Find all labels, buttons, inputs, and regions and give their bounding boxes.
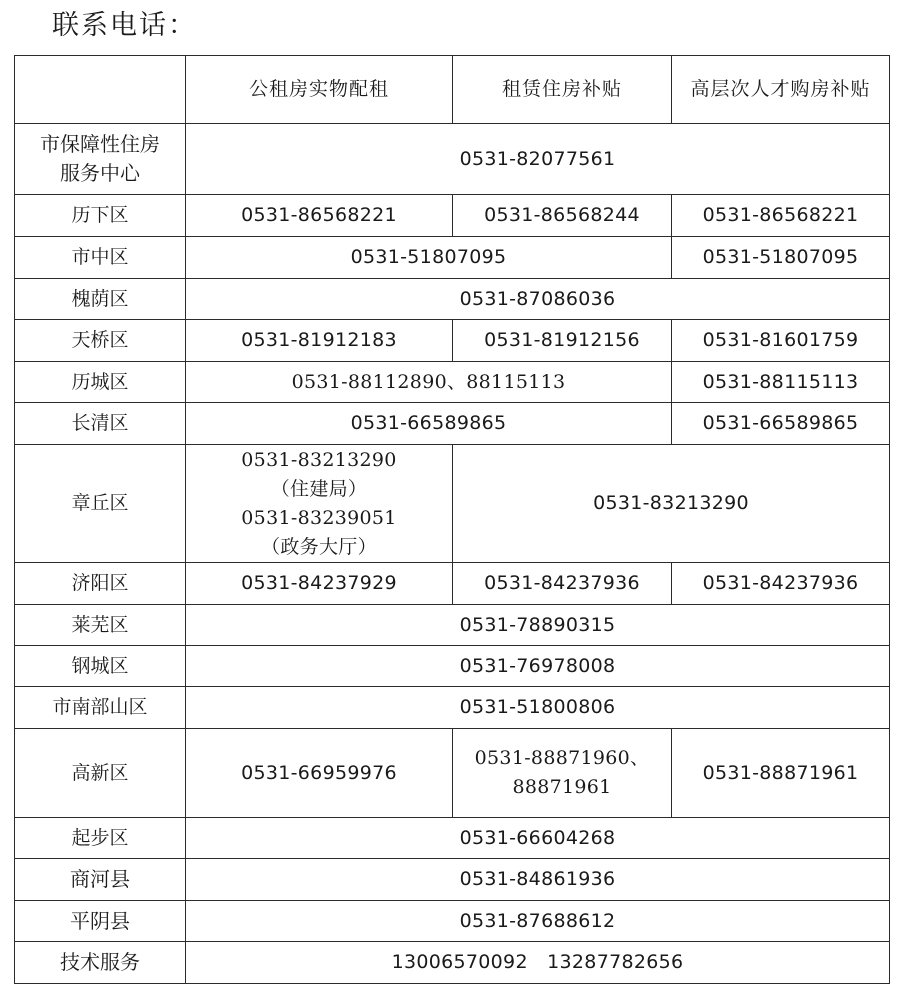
phone-note: （政务大厅）	[261, 535, 377, 558]
district-name: 市中区	[15, 237, 186, 279]
table-row	[15, 403, 890, 445]
table-row	[15, 687, 890, 729]
district-name-line: 市保障性住房	[40, 132, 160, 156]
table-row	[15, 942, 890, 984]
phone-cell: 0531-66589865	[672, 403, 890, 445]
table-row	[15, 445, 890, 563]
district-name: 天桥区	[15, 320, 186, 362]
table-row	[15, 195, 890, 237]
header-corner-cell	[15, 56, 186, 124]
district-name-line: 服务中心	[60, 161, 140, 185]
table-row	[15, 362, 890, 403]
phone-line: 0531-83213290	[241, 448, 397, 471]
phone-cell: 0531-82077561	[186, 124, 890, 195]
district-name: 历城区	[15, 362, 186, 403]
phone-cell: 0531-66959976	[186, 729, 453, 818]
phone-cell: 0531-86568221	[672, 195, 890, 237]
table-row	[15, 320, 890, 362]
district-name: 济阳区	[15, 563, 186, 605]
table-row	[15, 729, 890, 818]
phone-cell: 0531-84861936	[186, 859, 890, 901]
page-title: 联系电话：	[52, 10, 197, 41]
phone-cell: 0531-81912183	[186, 320, 453, 362]
table-header-row	[15, 56, 890, 124]
phone-cell	[186, 445, 453, 563]
phone-cell	[453, 729, 672, 818]
district-name: 槐荫区	[15, 279, 186, 320]
district-name: 平阴县	[15, 901, 186, 942]
phone-cell: 0531-87086036	[186, 279, 890, 320]
phone-cell: 0531-81912156	[453, 320, 672, 362]
phone-note: （住建局）	[270, 477, 368, 500]
district-name: 章丘区	[15, 445, 186, 563]
table-row	[15, 237, 890, 279]
phone-cell: 0531-88115113	[672, 362, 890, 403]
table-row	[15, 563, 890, 605]
table-row	[15, 818, 890, 859]
phone-cell: 0531-81601759	[672, 320, 890, 362]
district-name: 技术服务	[15, 942, 186, 984]
district-name	[15, 124, 186, 195]
header-rental-subsidy: 租赁住房补贴	[453, 56, 672, 124]
district-name: 莱芜区	[15, 605, 186, 646]
phone-cell: 0531-86568221	[186, 195, 453, 237]
phone-line: 0531-83239051	[241, 506, 397, 529]
table-row	[15, 124, 890, 195]
phone-cell: 0531-51807095	[672, 237, 890, 279]
phone-cell: 0531-87688612	[186, 901, 890, 942]
table-row	[15, 605, 890, 646]
phone-cell: 0531-86568244	[453, 195, 672, 237]
phone-line: 0531-88871960、	[474, 747, 650, 769]
phone-line: 88871961	[512, 776, 612, 798]
phone-cell: 0531-51800806	[186, 687, 890, 729]
phone-cell: 0531-88871961	[672, 729, 890, 818]
table-row	[15, 859, 890, 901]
district-name: 高新区	[15, 729, 186, 818]
phone-cell: 0531-66604268	[186, 818, 890, 859]
district-name: 历下区	[15, 195, 186, 237]
district-name: 商河县	[15, 859, 186, 901]
table-row	[15, 901, 890, 942]
table-row	[15, 646, 890, 687]
phone-cell: 0531-66589865	[186, 403, 672, 445]
phone-cell: 13006570092 13287782656	[186, 942, 890, 984]
district-name: 起步区	[15, 818, 186, 859]
phone-cell: 0531-84237929	[186, 563, 453, 605]
phone-cell: 0531-88112890、88115113	[186, 362, 672, 403]
district-name: 长清区	[15, 403, 186, 445]
phone-cell: 0531-76978008	[186, 646, 890, 687]
phone-cell: 0531-51807095	[186, 237, 672, 279]
phone-cell: 0531-84237936	[672, 563, 890, 605]
district-name: 钢城区	[15, 646, 186, 687]
phone-cell: 0531-84237936	[453, 563, 672, 605]
header-public-rental: 公租房实物配租	[186, 56, 453, 124]
contact-table	[14, 55, 890, 984]
district-name: 市南部山区	[15, 687, 186, 729]
table-row	[15, 279, 890, 320]
phone-cell: 0531-83213290	[453, 445, 890, 563]
phone-cell: 0531-78890315	[186, 605, 890, 646]
header-talent-purchase-subsidy: 高层次人才购房补贴	[672, 56, 890, 124]
